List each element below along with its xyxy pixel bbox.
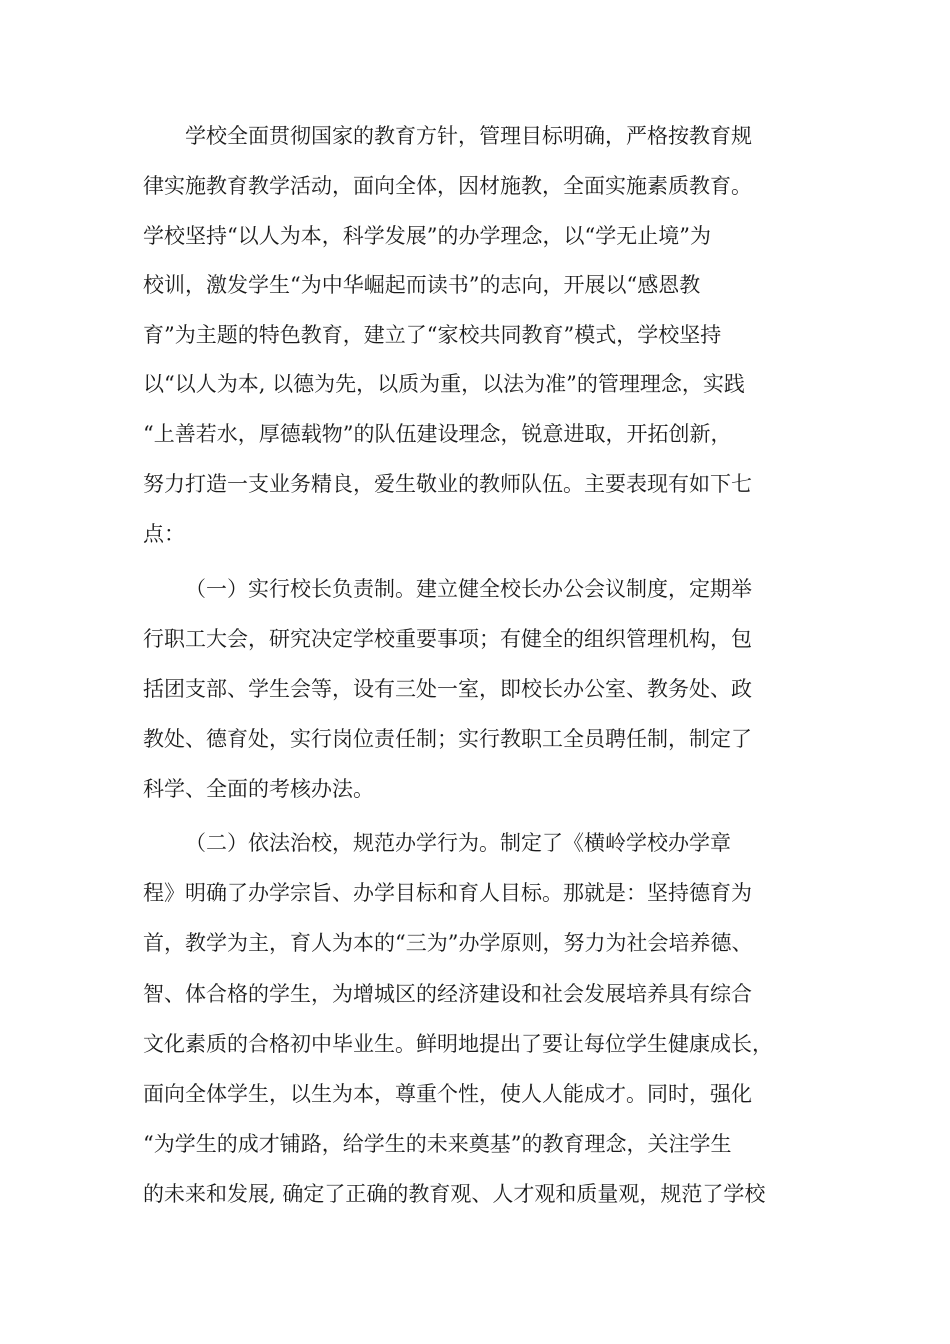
paragraph-2-line-4: 教处、德育处，实行岗位责任制；实行教职工全员聘任制，制定了 bbox=[143, 727, 752, 751]
paragraph-1-line-2: 律实施教育教学活动，面向全体，因材施教，全面实施素质教育。 bbox=[143, 174, 752, 198]
paragraph-1-line-9: 点： bbox=[143, 522, 185, 546]
paragraph-1-line-4: 校训，激发学生“为中华崛起而读书”的志向，开展以“感恩教 bbox=[143, 273, 701, 297]
paragraph-3-line-1: （二）依法治校，规范办学行为。制定了《横岭学校办学章 bbox=[185, 831, 731, 855]
paragraph-1-line-7: “上善若水，厚德载物”的队伍建设理念，锐意进取，开拓创新， bbox=[143, 422, 732, 446]
paragraph-3-line-6: 面向全体学生，以生为本，尊重个性，使人人能成才。同时，强化 bbox=[143, 1082, 752, 1106]
paragraph-2-line-2: 行职工大会，研究决定学校重要事项；有健全的组织管理机构，包 bbox=[143, 627, 752, 651]
paragraph-2-line-1: （一）实行校长负责制。建立健全校长办公会议制度，定期举 bbox=[185, 577, 752, 601]
paragraph-1-line-5: 育”为主题的特色教育，建立了“家校共同教育”模式，学校坚持 bbox=[143, 323, 722, 347]
paragraph-3-line-8: 的未来和发展, 确定了正确的教育观、人才观和质量观，规范了学校 bbox=[143, 1182, 766, 1206]
paragraph-2-line-3: 括团支部、学生会等，设有三处一室，即校长办公室、教务处、政 bbox=[143, 677, 752, 701]
paragraph-3-line-4: 智、体合格的学生，为增城区的经济建设和社会发展培养具有综合 bbox=[143, 982, 752, 1006]
paragraph-2-line-5: 科学、全面的考核办法。 bbox=[143, 777, 374, 801]
paragraph-3-line-2: 程》明确了办学宗旨、办学目标和育人目标。那就是：坚持德育为 bbox=[143, 881, 752, 905]
paragraph-3-line-7: “为学生的成才铺路，给学生的未来奠基”的教育理念，关注学生 bbox=[143, 1132, 732, 1156]
paragraph-1-line-1: 学校全面贯彻国家的教育方针，管理目标明确，严格按教育规 bbox=[185, 124, 752, 148]
paragraph-1-line-3: 学校坚持“以人为本，科学发展”的办学理念，以“学无止境”为 bbox=[143, 224, 711, 248]
paragraph-1-line-6: 以“以人为本, 以德为先，以质为重，以法为准”的管理理念，实践 bbox=[143, 372, 745, 396]
paragraph-3-line-3: 首，教学为主，育人为本的“三为”办学原则，努力为社会培养德、 bbox=[143, 931, 753, 955]
paragraph-3-line-5: 文化素质的合格初中毕业生。鲜明地提出了要让每位学生健康成长， bbox=[143, 1032, 773, 1056]
paragraph-1-line-8: 努力打造一支业务精良，爱生敬业的教师队伍。主要表现有如下七 bbox=[143, 472, 752, 496]
